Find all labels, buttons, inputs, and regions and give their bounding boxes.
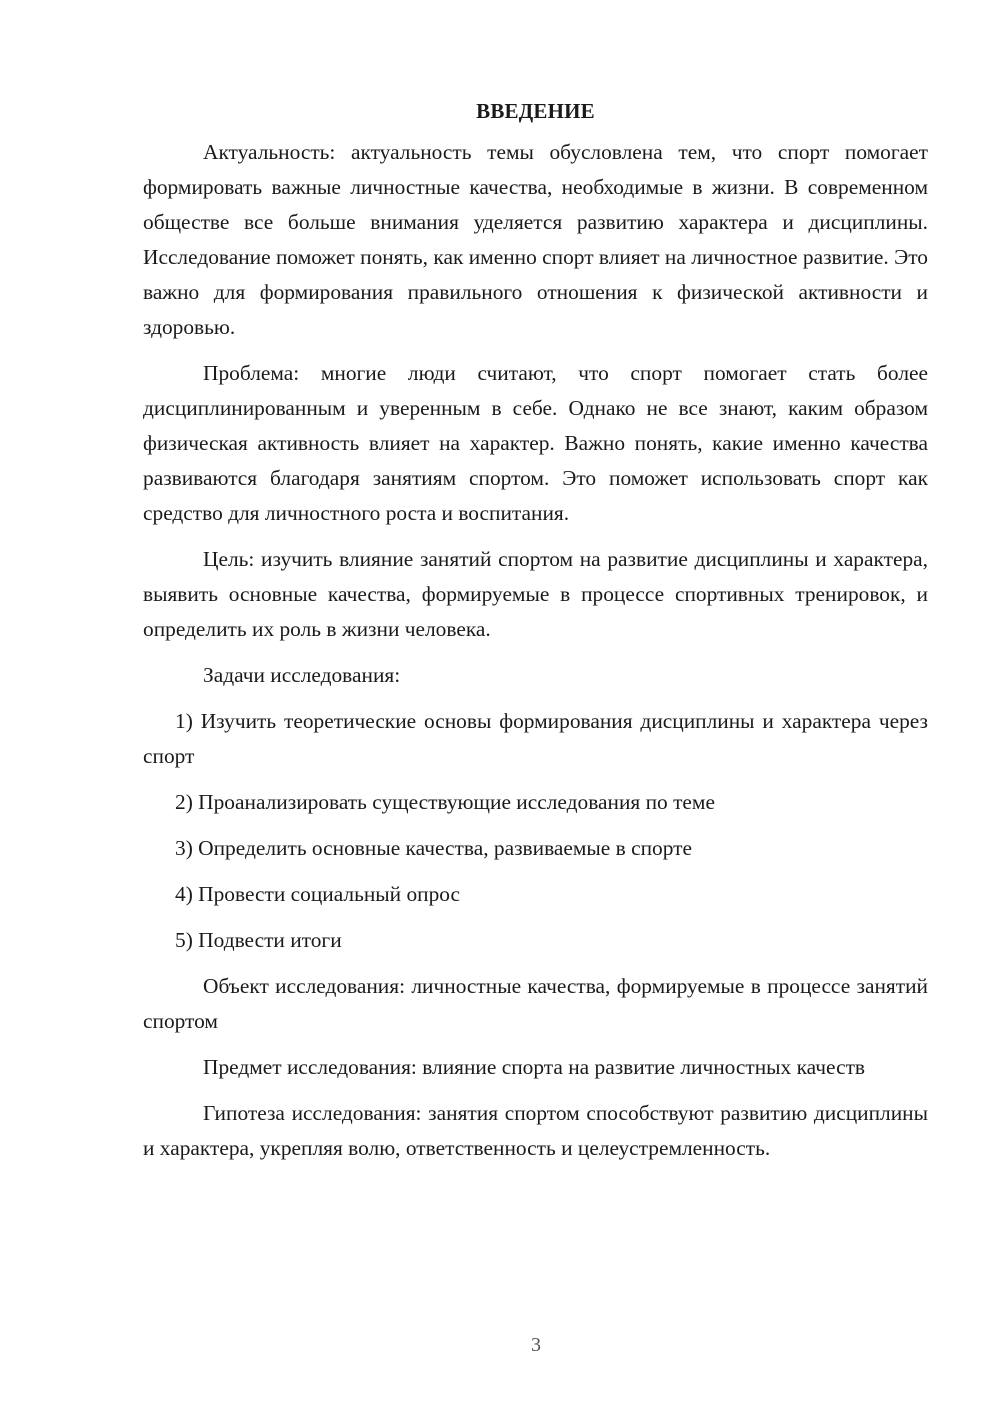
document-page (143, 96, 928, 1177)
task-item-5: 5) Подвести итоги (175, 928, 342, 952)
paragraph-object: Объект исследования: личностные качества, формируемые в процессе занятий спортом (143, 974, 928, 1033)
paragraph-goal: Цель: изучить влияние занятий спортом на развитие дисциплины и характера, выявить основные качества, формируемые в процессе спортивных тренировок, и определить их роль в жизни человека. (143, 547, 928, 641)
task-item-2: 2) Проанализировать существующие исследования по теме (175, 790, 715, 814)
task-item-3: 3) Определить основные качества, развиваемые в спорте (175, 836, 692, 860)
paragraph-tasks-heading: Задачи исследования: (203, 663, 401, 687)
paragraph-relevance: Актуальность: актуальность темы обусловлена тем, что спорт помогает формировать важные личностные качества, необходимые в жизни. В современном обществе все больше внимания уделяется развитию характера и дисциплины. Исследование поможет понять, как именно спорт влияет на личностное развитие. Это важно для формирования правильного отношения к физической активности и здоровью. (143, 140, 928, 339)
document-title: ВВЕДЕНИЕ (476, 99, 595, 123)
paragraph-hypothesis: Гипотеза исследования: занятия спортом способствуют развитию дисциплины и характера, укрепляя волю, ответственность и целеустремленность. (143, 1101, 928, 1160)
task-item-1: 1) Изучить теоретические основы формирования дисциплины и характера через спорт (143, 709, 928, 768)
paragraph-subject: Предмет исследования: влияние спорта на развитие личностных качеств (203, 1055, 866, 1079)
task-item-4: 4) Провести социальный опрос (175, 882, 461, 906)
paragraph-problem: Проблема: многие люди считают, что спорт помогает стать более дисциплинированным и уверенным в себе. Однако не все знают, каким образом физическая активность влияет на характер. Важно понять, какие именно качества развиваются благодаря занятиям спортом. Это поможет использовать спорт как средство для личностного роста и воспитания. (143, 361, 928, 525)
page-number: 3 (531, 1334, 541, 1356)
